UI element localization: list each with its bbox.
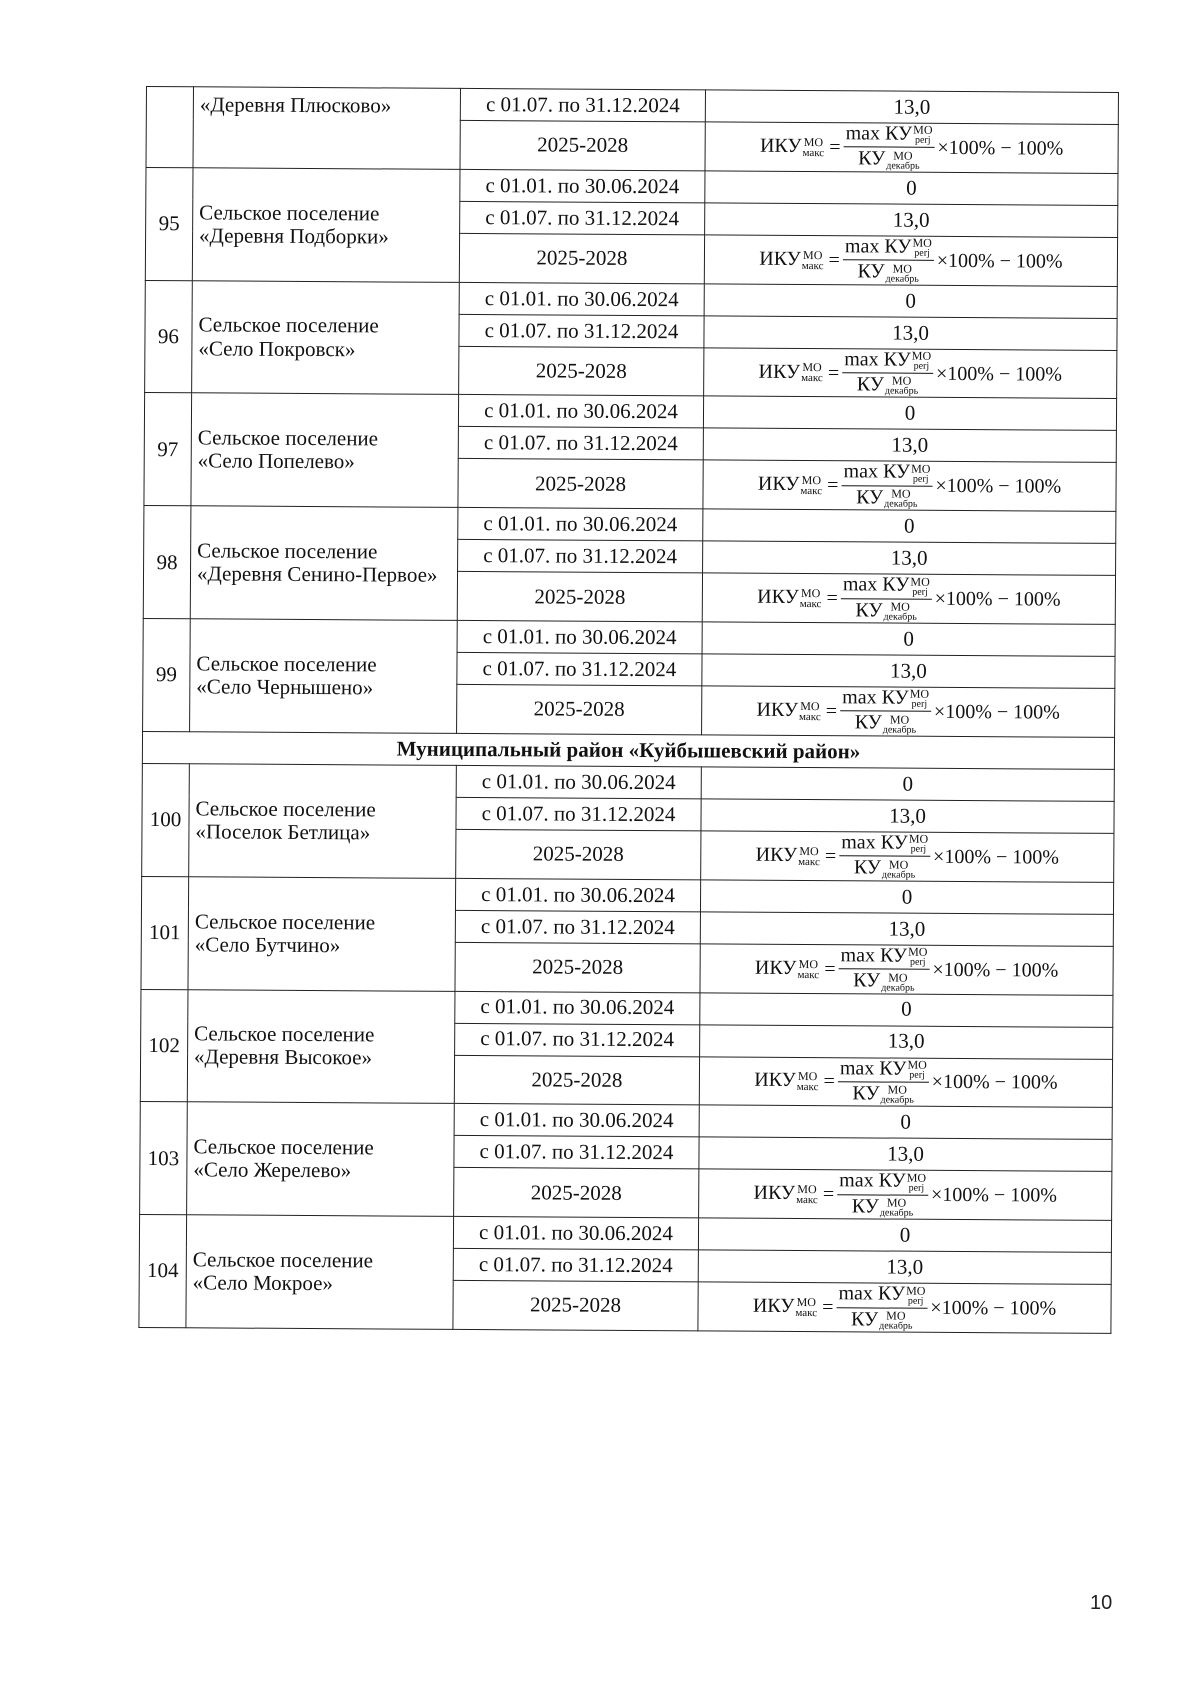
period-cell: с 01.07. по 31.12.2024: [458, 427, 703, 460]
formula-numerator: max КУ МО perj: [844, 123, 935, 148]
settlement-type: Сельское поселение: [194, 908, 376, 934]
index-formula: [755, 944, 1059, 994]
formula-numerator: max КУ МО perj: [840, 687, 931, 712]
row-number: 104: [139, 1215, 187, 1328]
value-cell: 0: [701, 767, 1114, 802]
formula-denominator: КУ МО декабрь: [856, 373, 919, 398]
index-formula: [760, 123, 1064, 173]
period-cell: с 01.07. по 31.12.2024: [454, 1136, 699, 1169]
period-cell: 2025-2028: [460, 120, 705, 170]
value-cell: 13,0: [705, 90, 1118, 125]
formula-equals: =: [826, 587, 838, 610]
table-row: [141, 876, 1113, 914]
period-cell: 2025-2028: [454, 1055, 699, 1105]
formula-numerator: max КУ МО perj: [841, 575, 932, 600]
table-row: [146, 167, 1118, 205]
value-cell: 0: [704, 284, 1117, 319]
period-cell: 2025-2028: [456, 829, 701, 879]
value-cell: 0: [700, 880, 1113, 915]
row-number: 98: [143, 506, 191, 619]
value-cell: 13,0: [703, 541, 1116, 576]
settlement-name-cell: [190, 619, 458, 733]
tariff-table-body: [139, 87, 1119, 1334]
period-cell: с 01.07. по 31.12.2024: [455, 910, 700, 943]
table-row: [141, 989, 1113, 1027]
index-formula: [753, 1170, 1057, 1220]
formula-cell: [702, 686, 1115, 737]
table-row: [140, 1102, 1112, 1140]
table-row: [139, 1215, 1111, 1253]
period-cell: с 01.01. по 30.06.2024: [455, 878, 700, 911]
formula-denominator: КУ МО декабрь: [853, 856, 916, 881]
formula-equals: =: [829, 136, 841, 159]
formula-equals: =: [822, 1183, 835, 1206]
settlement-name-cell: [188, 876, 456, 990]
value-cell: 13,0: [705, 203, 1118, 238]
formula-tail: ×100% − 100%: [937, 136, 1064, 160]
formula-numerator: max КУ МО perj: [837, 1171, 928, 1196]
formula-numerator: max КУ МО perj: [838, 1058, 929, 1083]
formula-denominator: КУ МО декабрь: [858, 147, 920, 172]
settlement-name-cell: [189, 764, 457, 878]
index-formula: [757, 574, 1061, 624]
formula-cell: [699, 1056, 1112, 1107]
district-header: Муниципальный район «Куйбышевский район»: [142, 731, 1114, 769]
period-cell: с 01.01. по 30.06.2024: [457, 620, 702, 653]
formula-numerator: max КУ МО perj: [839, 945, 930, 970]
index-formula: [753, 1283, 1057, 1333]
index-formula: [754, 1057, 1058, 1107]
formula-fraction: [841, 462, 932, 510]
value-cell: 0: [703, 509, 1116, 544]
settlement-name: «Деревня Сенино-Первое»: [196, 561, 438, 587]
settlement-type: Сельское поселение: [197, 425, 379, 451]
settlement-name-cell: [193, 87, 460, 169]
table-row: [142, 763, 1114, 801]
period-cell: с 01.01. по 30.06.2024: [453, 1217, 698, 1250]
settlement-type: Сельское поселение: [199, 199, 380, 226]
table-row: [145, 280, 1117, 318]
formula-fraction: [840, 687, 931, 735]
row-number: 102: [140, 989, 188, 1102]
formula-denominator: КУ МО декабрь: [853, 969, 915, 994]
formula-denominator: КУ МО декабрь: [854, 711, 917, 736]
settlement-name: «Село Бутчино»: [194, 931, 341, 957]
period-cell: с 01.07. по 31.12.2024: [456, 797, 701, 830]
formula-equals: =: [827, 474, 839, 497]
index-formula: [759, 236, 1063, 286]
formula-fraction: [843, 123, 934, 171]
formula-equals: =: [825, 700, 838, 723]
value-cell: 0: [705, 171, 1118, 206]
formula-cell: [704, 235, 1117, 286]
formula-lhs: ИКУ МО макс: [758, 360, 823, 385]
value-cell: 0: [702, 622, 1115, 657]
formula-equals: =: [827, 361, 840, 384]
formula-denominator: КУ МО декабрь: [852, 1082, 914, 1107]
formula-denominator: КУ МО декабрь: [857, 260, 919, 285]
period-cell: с 01.01. по 30.06.2024: [454, 1104, 699, 1137]
formula-cell: [702, 573, 1115, 624]
formula-fraction: [843, 236, 934, 284]
tariff-table: [138, 86, 1119, 1334]
formula-lhs: ИКУ МО макс: [753, 1181, 818, 1207]
formula-lhs: ИКУ МО макс: [754, 956, 820, 981]
formula-fraction: [838, 1058, 929, 1106]
formula-equals: =: [824, 844, 837, 868]
value-cell: 13,0: [704, 316, 1117, 351]
formula-equals: =: [824, 957, 836, 980]
period-cell: с 01.01. по 30.06.2024: [460, 169, 705, 202]
index-formula: [758, 461, 1062, 511]
formula-lhs: ИКУ МО макс: [754, 1069, 819, 1094]
formula-denominator: КУ МО декабрь: [851, 1195, 914, 1219]
formula-denominator: КУ МО декабрь: [851, 1307, 913, 1332]
settlement-type: Сельское поселение: [197, 538, 378, 564]
formula-numerator: max КУ МО perj: [843, 236, 934, 261]
settlement-type: Сельское поселение: [193, 1134, 374, 1160]
index-formula: [755, 832, 1059, 882]
period-cell: с 01.07. по 31.12.2024: [453, 1249, 698, 1282]
formula-numerator: max КУ МО perj: [836, 1283, 927, 1308]
formula-cell: [699, 1169, 1112, 1220]
settlement-name-cell: [192, 280, 460, 394]
row-number: 103: [140, 1102, 188, 1215]
period-cell: с 01.07. по 31.12.2024: [455, 1023, 700, 1056]
period-cell: 2025-2028: [455, 942, 700, 992]
formula-tail: ×100% − 100%: [933, 700, 1060, 724]
formula-lhs: ИКУ МО макс: [752, 1294, 818, 1320]
formula-tail: ×100% − 100%: [932, 958, 1059, 982]
formula-fraction: [837, 1171, 928, 1219]
value-cell: 13,0: [700, 1024, 1113, 1059]
row-number: 97: [144, 393, 192, 506]
period-cell: с 01.07. по 31.12.2024: [460, 201, 705, 234]
value-cell: 13,0: [701, 799, 1114, 834]
formula-cell: [704, 348, 1117, 399]
period-cell: с 01.01. по 30.06.2024: [456, 765, 701, 798]
formula-lhs: ИКУ МО макс: [757, 585, 822, 611]
formula-tail: ×100% − 100%: [930, 1296, 1057, 1320]
period-cell: с 01.01. по 30.06.2024: [455, 991, 700, 1024]
formula-equals: =: [823, 1070, 835, 1093]
settlement-name: «Село Мокрое»: [192, 1270, 334, 1296]
table-row: [146, 87, 1118, 125]
settlement-type: Сельское поселение: [195, 796, 376, 822]
period-cell: 2025-2028: [459, 346, 704, 396]
value-cell: 0: [700, 992, 1113, 1027]
value-cell: 13,0: [703, 428, 1116, 463]
row-number: 101: [141, 876, 189, 989]
period-cell: 2025-2028: [458, 459, 703, 509]
period-cell: с 01.01. по 30.06.2024: [459, 282, 704, 315]
settlement-name: «Село Попелево»: [197, 448, 355, 474]
period-cell: 2025-2028: [454, 1168, 699, 1218]
formula-equals: =: [822, 1296, 834, 1319]
formula-tail: ×100% − 100%: [936, 249, 1063, 273]
formula-lhs: ИКУ МО макс: [759, 134, 825, 160]
formula-cell: [698, 1282, 1111, 1333]
settlement-name: «Деревня Подборки»: [199, 223, 389, 249]
settlement-name: «Село Жерелево»: [193, 1157, 352, 1183]
settlement-type: Сельское поселение: [196, 651, 377, 677]
row-number: 95: [145, 167, 193, 280]
period-cell: 2025-2028: [457, 684, 702, 734]
formula-denominator: КУ МО декабрь: [855, 598, 917, 623]
table-row: [143, 619, 1115, 657]
formula-fraction: [839, 832, 930, 880]
settlement-name-cell: [191, 393, 459, 507]
period-cell: с 01.07. по 31.12.2024: [459, 314, 704, 347]
formula-tail: ×100% − 100%: [934, 587, 1061, 611]
row-number-cell: [146, 87, 193, 168]
formula-tail: ×100% − 100%: [931, 1071, 1058, 1094]
value-cell: 13,0: [700, 912, 1113, 947]
period-cell: 2025-2028: [459, 233, 704, 283]
period-cell: с 01.07. по 31.12.2024: [460, 88, 705, 121]
row-number: 99: [143, 619, 191, 732]
formula-equals: =: [828, 248, 840, 271]
formula-numerator: max КУ МО perj: [839, 832, 930, 857]
period-cell: 2025-2028: [457, 572, 702, 622]
formula-tail: ×100% − 100%: [930, 1184, 1057, 1207]
settlement-name: «Поселок Бетлица»: [195, 819, 371, 845]
index-formula: [756, 687, 1060, 737]
period-cell: 2025-2028: [453, 1281, 698, 1331]
row-number: 96: [145, 280, 193, 393]
settlement-name-cell: [192, 168, 460, 282]
period-cell: с 01.07. по 31.12.2024: [457, 652, 702, 685]
period-cell: с 01.07. по 31.12.2024: [458, 540, 703, 573]
page-number: 10: [1090, 1592, 1113, 1614]
formula-tail: ×100% − 100%: [933, 845, 1060, 869]
period-cell: с 01.01. по 30.06.2024: [458, 395, 703, 428]
value-cell: 0: [698, 1218, 1111, 1253]
settlement-name-cell: [187, 989, 455, 1103]
formula-lhs: ИКУ МО макс: [759, 247, 824, 272]
value-cell: 0: [703, 396, 1116, 431]
settlement-name-cell: [187, 1102, 455, 1216]
value-cell: 13,0: [698, 1250, 1111, 1285]
settlement-type: Сельское поселение: [192, 1247, 374, 1273]
period-cell: с 01.01. по 30.06.2024: [458, 508, 703, 541]
settlement-name-cell: [190, 506, 458, 620]
row-number: 100: [142, 763, 190, 876]
formula-numerator: max КУ МО perj: [841, 462, 932, 487]
formula-fraction: [838, 945, 929, 993]
formula-lhs: ИКУ МО макс: [755, 843, 820, 868]
index-formula: [758, 348, 1062, 398]
formula-tail: ×100% − 100%: [935, 362, 1062, 386]
table-row: [144, 393, 1116, 431]
formula-denominator: КУ МО декабрь: [856, 486, 918, 510]
settlement-type: Сельское поселение: [198, 312, 379, 338]
value-cell: 13,0: [699, 1137, 1112, 1172]
formula-tail: ×100% − 100%: [935, 475, 1062, 498]
formula-cell: [701, 831, 1114, 882]
settlement-name: «Село Чернышено»: [196, 674, 374, 700]
formula-lhs: ИКУ МО макс: [756, 698, 821, 724]
value-cell: 13,0: [702, 654, 1115, 689]
formula-lhs: ИКУ МО макс: [757, 473, 823, 498]
settlement-name: «Деревня Плюсково»: [199, 92, 392, 118]
formula-cell: [700, 944, 1113, 995]
table-row: [144, 506, 1116, 544]
formula-fraction: [842, 349, 933, 397]
formula-numerator: max КУ МО perj: [842, 349, 933, 374]
settlement-name: «Деревня Высокое»: [193, 1044, 373, 1070]
settlement-name: «Село Покровск»: [198, 335, 356, 361]
settlement-type: Сельское поселение: [194, 1021, 375, 1047]
value-cell: 0: [699, 1105, 1112, 1140]
formula-cell: [703, 460, 1116, 511]
settlement-name-cell: [186, 1215, 454, 1329]
formula-cell: [705, 122, 1118, 173]
formula-fraction: [836, 1283, 927, 1331]
formula-fraction: [841, 575, 932, 623]
